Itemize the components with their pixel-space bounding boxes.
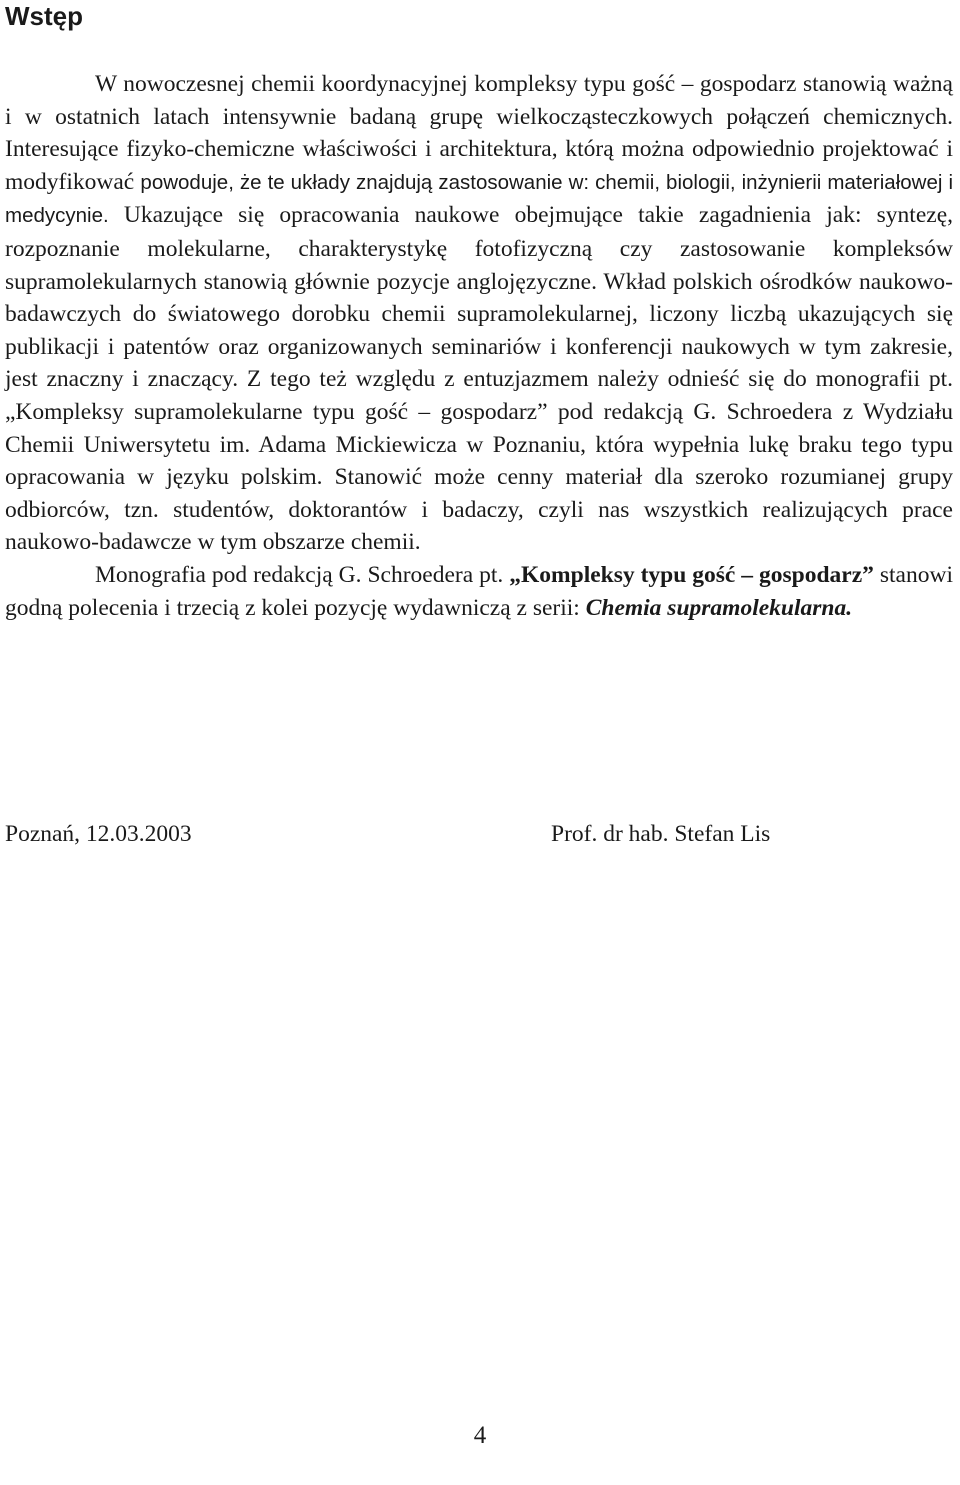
paragraph-recommendation <box>5 559 953 624</box>
paragraph-intro-run-3: Ukazujące się opracowania naukowe obejmujące takie zagadnienia jak: syntezę, rozpoznanie molekularne, charakterystykę fotofizyczną czy zastosowanie kompleksów supramolekularnych stanowią głównie pozycje anglojęzyczne. Wkład polskich ośrodków naukowo-badawczych do światowego dorobku chemii supramolekularnej, liczony liczbą ukazujących się publikacji i patentów oraz organizowanych seminariów i konferencji naukowych w tym zakresie, jest znaczny i znaczący. Z tego też względu z entuzjazmem należy odnieść się do monografii pt. „Kompleksy supramolekularne typu gość – gospodarz” pod redakcją G. Schroedera z Wydziału Chemii Uniwersytetu im. Adama Mickiewicza w Poznaniu, która wypełnia lukę braku tego typu opracowania w języku polskim. Stanowić może cenny materiał dla szeroko rozumianej grupy odbiorców, tzn. studentów, doktorantów i badaczy, czyli nas wszystkich realizujących prace naukowo-badawcze w tym obszarze chemii. <box>5 202 953 556</box>
recommendation-intro: Monografia pod redakcją G. Schroedera pt. <box>95 561 510 588</box>
place-date: Poznań, 12.03.2003 <box>5 821 192 847</box>
monograph-title: „Kompleksy typu gość – gospodarz” <box>509 561 874 588</box>
paragraph-intro <box>5 68 953 559</box>
body-text <box>5 68 953 624</box>
paragraph-intro-run-sans: powoduje, że te układy znajdują zastosowanie w: chemii, biologii, inżynierii materiałowej i medycynie. <box>5 170 953 228</box>
series-name: Chemia supramolekularna. <box>585 594 853 621</box>
page-number: 4 <box>473 1422 487 1449</box>
signatory: Prof. dr hab. Stefan Lis <box>551 821 771 847</box>
paragraph-intro-run-1: W nowoczesnej chemii koordynacyjnej kompleksy typu gość – gospodarz stanowią ważną i w ostatnich latach intensywnie badaną grupę wielkocząsteczkowych połączeń chemicznych. Interesujące fizyko-chemiczne właściwości i architektura, którą można odpowiednio projektować i modyfikować <box>5 71 953 195</box>
page-title: Wstęp <box>5 1 83 31</box>
recommendation-middle: stanowi godną polecenia i trzecią z kolei pozycję wydawniczą z serii: <box>5 561 953 621</box>
